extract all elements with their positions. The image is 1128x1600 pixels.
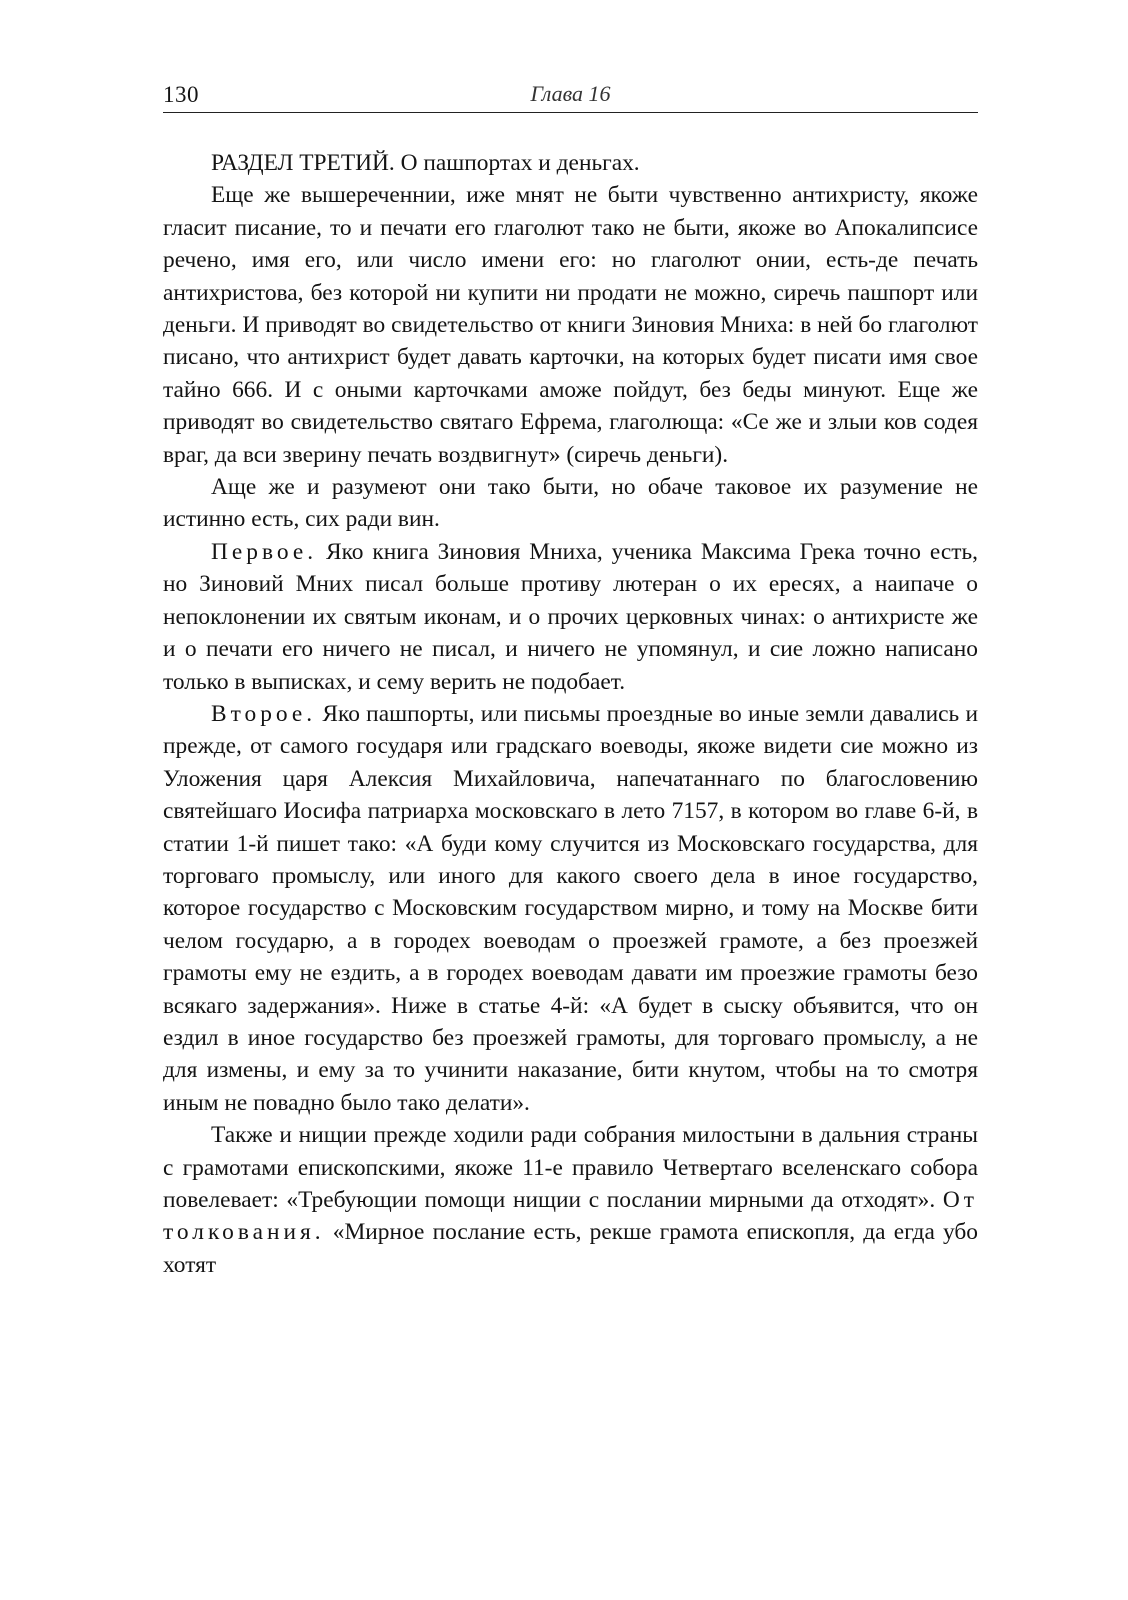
book-page [163, 78, 978, 1281]
paragraph [163, 471, 978, 536]
paragraph-text: РАЗДЕЛ ТРЕТИЙ. О пашпортах и деньгах. [211, 150, 640, 176]
paragraph [163, 536, 978, 698]
paragraph-text: Яко книга Зиновия Мниха, ученика Максима Грека точно есть, но Зиновий Мних писал больше противу лютеран о их ересях, а наипаче о непоклонении их святым иконам, и о прочих церковных чинах: о антихристе же и о печати его ничего не писал, и ничего не упомянул, и сие ложно написано только в выписках, и сему верить не подобает. [163, 538, 978, 695]
paragraph-text: Яко пашпорты, или письмы проездные во иные земли давались и прежде, от самого государя или градскаго воеводы, якоже видети сие можно из Уложения царя Алексия Михайловича, напечатаннаго по благословению святейшаго Иосифа патриарха московскаго в лето 7157, в котором во главе 6-й, в статии 1-й пишет тако: «А буди кому случится из Московскаго государства, для торговаго промыслу, или иного для какого своего дела в иное государство, которое государство с Московским государством мирно, и тому на Москве бити челом государю, а в городех воеводам о проезжей грамоте, а без проезжей грамоты ему не ездить, а в городех воеводам давати им проезжие грамоты безо всякаго задержания». Ниже в статье 4-й: «А будет в сыску объявится, что он ездил в иное государство без проезжей грамоты, для торговаго промыслу, а не для измены, и ему за то учинити наказание, бити кнутом, чтобы на то смотря иным не повадно было тако делати». [163, 700, 978, 1116]
paragraph-text: Еще же вышереченнии, иже мнят не быти чувственно антихристу, якоже гласит писание, то и печати его глаголют тако не быти, якоже во Апокалипсисе речено, имя его, или число имени его: но глаголют онии, есть-де печать антихристова, без которой ни купити ни продати не можно, сиречь пашпорт или деньги. И приводят во свидетельство от книги Зиновия Мниха: в ней бо глаголют писано, что антихрист будет давать карточки, на которых будет писати имя свое тайно 666. И с оными карточками аможе пойдут, без беды минуют. Еще же приводят во свидетельство святаго Ефрема, глаголюща: «Се же и злыи ков содея враг, да вси зверину печать воздвигнут» (сиречь деньги). [163, 182, 978, 468]
paragraph-section-heading [163, 147, 978, 179]
paragraph-lead-word: Первое. [211, 538, 318, 565]
paragraph-text: Аще же и разумеют они тако быти, но обаче таковое их разумение не истинно есть, сих ради вин. [163, 474, 978, 533]
paragraph-text: «Мирное послание есть, рекше грамота епископля, да егда убо хотят [163, 1219, 978, 1278]
paragraph [163, 179, 978, 471]
paragraph-text: Также и нищии прежде ходили ради собрания милостыни в дальния страны с грамотами епископскими, якоже 11-е правило Четвертаго вселенскаго собора повелевает: «Требующии помощи нищии с послании мирными да отходят». [163, 1122, 978, 1213]
paragraph [163, 698, 978, 1119]
paragraph [163, 1119, 978, 1281]
chapter-title: Глава 16 [530, 81, 611, 106]
page-number: 130 [163, 82, 199, 107]
body-text [163, 147, 978, 1281]
paragraph-spaced-phrase: От толкования. [163, 1187, 978, 1246]
paragraph-lead-word: Второе. [211, 700, 317, 727]
running-head [163, 78, 978, 113]
